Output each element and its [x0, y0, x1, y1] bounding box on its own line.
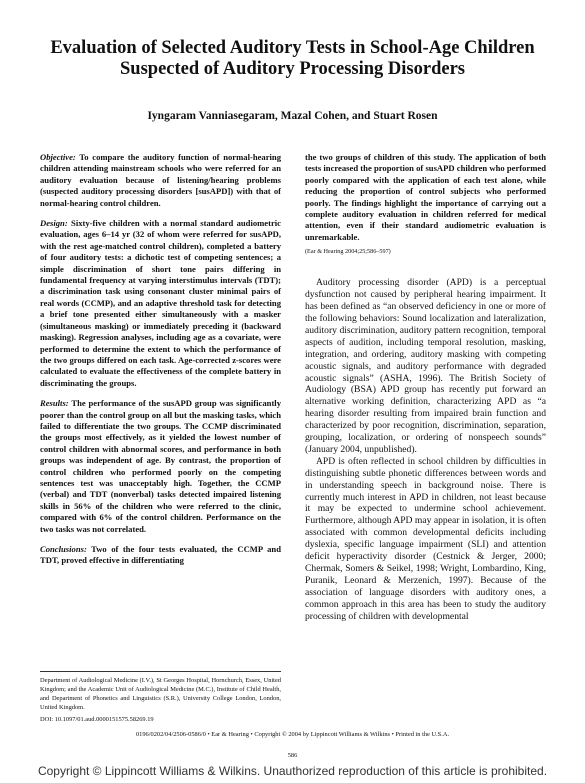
- author-list: Iyngaram Vanniasegaram, Mazal Cohen, and Stuart Rosen: [147, 110, 438, 122]
- affiliation-footnote: [40, 671, 281, 724]
- journal-citation: (Ear & Hearing 2004;25;586–597): [305, 248, 391, 256]
- design-text: Sixty-five children with a normal standard audiometric evaluation, ages 6–14 yr (32 of whom were referred for susAPD, with the rest age-matched control children), completed a battery of four auditory tests: a dichotic test of competing sentences; a simple discrimination of short tone pairs differing in fundamental frequency at varying interstimulus intervals (TDT); a discrimination task using consonant cluster minimal pairs of real words (CCMP), and an adaptive threshold task for detecting a brief tone presented either simultaneously with a masker (simultaneous masking) or immediately preceding it (backward masking). Regression analyses, including age as a covariate, were performed to determine the extent to which the performance of the two groups differed on each task. Age-corrected z-scores were calculated to evaluate the effectiveness of the complete battery in discriminating the groups.: [40, 218, 281, 388]
- abstract-objective: [40, 152, 281, 209]
- left-column: [40, 152, 281, 576]
- abstract-conclusions: [40, 544, 281, 567]
- objective-text: To compare the auditory function of normal-hearing children attending mainstream schools who were referred for an auditory evaluation because of listening/hearing problems (suspected auditory processing disorders [susAPD]) with that of normal-hearing control children.: [40, 152, 281, 208]
- page-number: 586: [287, 752, 298, 759]
- abstract-design: [40, 218, 281, 389]
- body-paragraph: APD is often reflected in school children by difficulties in distinguishing subtle phonetic differences between words and in understanding speech in background noise. There is currently much interest in APD in children, not least because it may be expected to undermine school achievement. Furthermore, although APD may appear in isolation, it is often associated with common developmental deficits including dyslexia, specific language impairment (SLI) and attention deficit hyperactivity disorder (Cestnick & Jerger, 2000; Chermak, Somers & Seikel, 1998; Wright, Lombardino, King, Puranik, Leonard & Merzenich, 1997). Because of the association of language disorders with auditory ones, a common approach in this area has been to study the auditory processing of children with developmental: [305, 455, 546, 622]
- design-label: Design:: [40, 218, 68, 229]
- affiliations-text: Department of Audiological Medicine (I.V.), St Georges Hospital, Hornchurch, Essex, United Kingdom; and the Academic Unit of Audiological Medicine (M.C.), Institute of Child Health, and Department of Phonetics and Linguistics (S.R.), University College London, London, United Kingdom.: [40, 677, 281, 712]
- conclusions-label: Conclusions:: [40, 544, 87, 554]
- journal-footer: 0196/0202/04/2506-0586/0 • Ear & Hearing • Copyright © 2004 by Lippincott Williams & Wilkins • Printed in the U.S.A.: [135, 731, 450, 738]
- article-title: Evaluation of Selected Auditory Tests in School-Age Children Suspected of Auditory Processing Disorders: [50, 38, 535, 79]
- doi-text: DOI: 10.1097/01.aud.0000151575.58269.19: [40, 716, 154, 724]
- right-column: [305, 152, 546, 623]
- body-paragraph: Auditory processing disorder (APD) is a perceptual dysfunction not caused by peripheral hearing impairment. It has been defined as “an observed deficiency in one or more of the following behaviors: Sound localization and lateralization, auditory discrimination, auditory pattern recognition, temporal aspects of audition, including temporal resolution, masking, integration, and ordering, auditory masking with competing acoustic signals, and auditory performance with degraded acoustic signals” (ASHA, 1996). The British Society of Audiology (BSA) APD group has recently put forward an alternative working definition, characterizing APD as “a hearing disorder resulting from impaired brain function and characterized by poor recognition, discrimination, separation, grouping, localization, or ordering of nonspeech sounds” (January 2004, unpublished).: [305, 277, 546, 455]
- conclusions-text: Two of the four tests evaluated, the CCMP and TDT, proved effective in differentiating: [40, 544, 281, 566]
- abstract-continuation: the two groups of children of this study. The application of both tests increased the proportion of susAPD children who performed poorly compared with the application of each test alone, while reducing the proportion of control subjects who performed poorly. The findings highlight the importance of carrying out a complete auditory evaluation in children referred for medical attention, even if their standard audiometric evaluation is unremarkable.: [305, 152, 546, 242]
- abstract-results: [40, 398, 281, 535]
- results-label: Results:: [40, 398, 69, 409]
- copyright-notice: Copyright © Lippincott Williams & Wilkins. Unauthorized reproduction of this article is prohibited.: [37, 764, 548, 778]
- results-text: The performance of the susAPD group was significantly poorer than the control group on all but the masking tasks, which failed to differentiate the two groups. The CCMP discriminated the groups most effectively, as it yielded the lowest number of control children with abnormal scores, and performance in both groups was independent of age. By contrast, the proportion of control children who performed poorly on the competing sentences test was unacceptably high. Together, the CCMP (verbal) and TDT (nonverbal) tasks detected impaired listening skills in 56% of the children who were referred to the clinic, compared with 6% of the control children. Performance on the two tasks was not correlated.: [40, 398, 281, 534]
- objective-label: Objective:: [40, 152, 76, 162]
